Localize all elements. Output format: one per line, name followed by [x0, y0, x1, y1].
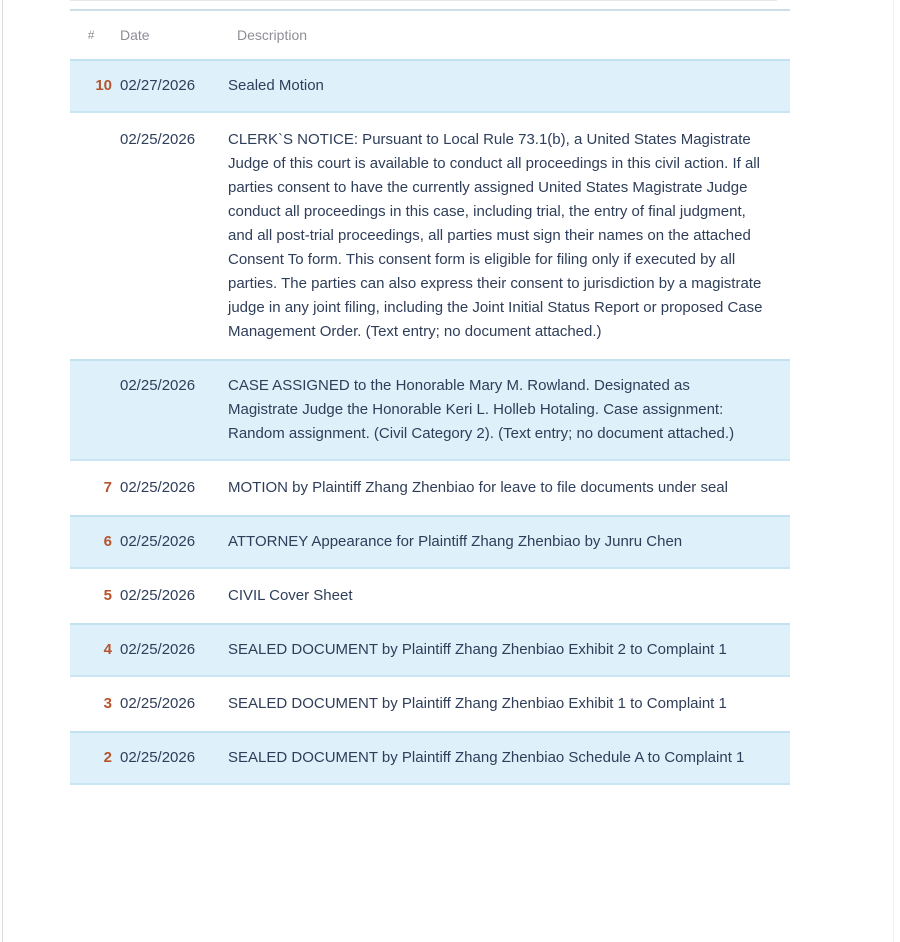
docket-row[interactable]	[70, 731, 790, 785]
docket-number-link[interactable]: 6	[103, 533, 112, 550]
docket-date: 02/25/2026	[120, 641, 196, 658]
docket-table-header	[70, 9, 790, 59]
docket-number-link[interactable]: 2	[103, 749, 112, 766]
docket-date: 02/25/2026	[120, 131, 196, 148]
docket-description: MOTION by Plaintiff Zhang Zhenbiao for leave to file documents under seal	[228, 479, 728, 496]
docket-date: 02/25/2026	[120, 695, 196, 712]
docket-row[interactable]	[70, 115, 790, 357]
docket-description: SEALED DOCUMENT by Plaintiff Zhang Zhenbiao Exhibit 2 to Complaint 1	[228, 641, 727, 658]
docket-date: 02/25/2026	[120, 533, 196, 550]
docket-number-link[interactable]: 5	[103, 587, 112, 604]
docket-date: 02/25/2026	[120, 749, 196, 766]
docket-description: SEALED DOCUMENT by Plaintiff Zhang Zhenbiao Schedule A to Complaint 1	[228, 749, 745, 766]
column-header-description: Description	[237, 27, 308, 43]
docket-row[interactable]	[70, 515, 790, 569]
docket-description: ATTORNEY Appearance for Plaintiff Zhang Zhenbiao by Junru Chen	[228, 533, 683, 550]
panel-left-border	[2, 0, 3, 942]
docket-number-link[interactable]	[70, 128, 112, 344]
docket-number-link[interactable]: 3	[103, 695, 112, 712]
docket-rows	[70, 59, 790, 785]
docket-row[interactable]	[70, 623, 790, 677]
docket-number-link[interactable]: 4	[103, 641, 112, 658]
docket-description: Sealed Motion	[228, 77, 324, 94]
column-header-date: Date	[120, 27, 150, 43]
docket-row[interactable]	[70, 571, 790, 621]
docket-row[interactable]	[70, 59, 790, 113]
docket-description: CLERK`S NOTICE: Pursuant to Local Rule 73.1(b), a United States Magistrate Judge of this court is available to conduct all proceedings in this civil action. If all parties consent to have the currently assigned United States Magistrate Judge conduct all proceedings in this case, including trial, the entry of final judgment, and all post-trial proceedings, all parties must sign their names on the attached Consent To form. This consent form is eligible for filing only if executed by all parties. The parties can also express their consent to jurisdiction by a magistrate judge in any joint filing, including the Joint Initial Status Report or proposed Case Management Order. (Text entry; no document attached.)	[228, 131, 763, 340]
panel-top-border	[70, 0, 777, 1]
panel-right-border	[893, 0, 894, 942]
docket-table	[70, 9, 790, 787]
docket-row[interactable]	[70, 463, 790, 513]
docket-row[interactable]	[70, 359, 790, 461]
docket-date: 02/27/2026	[120, 77, 196, 94]
docket-date: 02/25/2026	[120, 587, 196, 604]
docket-description: CIVIL Cover Sheet	[228, 587, 353, 604]
docket-row[interactable]	[70, 679, 790, 729]
docket-number-link[interactable]	[70, 374, 112, 446]
docket-date: 02/25/2026	[120, 479, 196, 496]
docket-number-link[interactable]: 7	[103, 479, 112, 496]
docket-number-link[interactable]: 10	[95, 77, 112, 94]
docket-description: CASE ASSIGNED to the Honorable Mary M. Rowland. Designated as Magistrate Judge the Honorable Keri L. Holleb Hotaling. Case assignment: Random assignment. (Civil Category 2). (Text entry; no document attached.)	[228, 377, 735, 442]
column-header-number: #	[87, 28, 95, 42]
docket-date: 02/25/2026	[120, 377, 196, 394]
docket-description: SEALED DOCUMENT by Plaintiff Zhang Zhenbiao Exhibit 1 to Complaint 1	[228, 695, 727, 712]
